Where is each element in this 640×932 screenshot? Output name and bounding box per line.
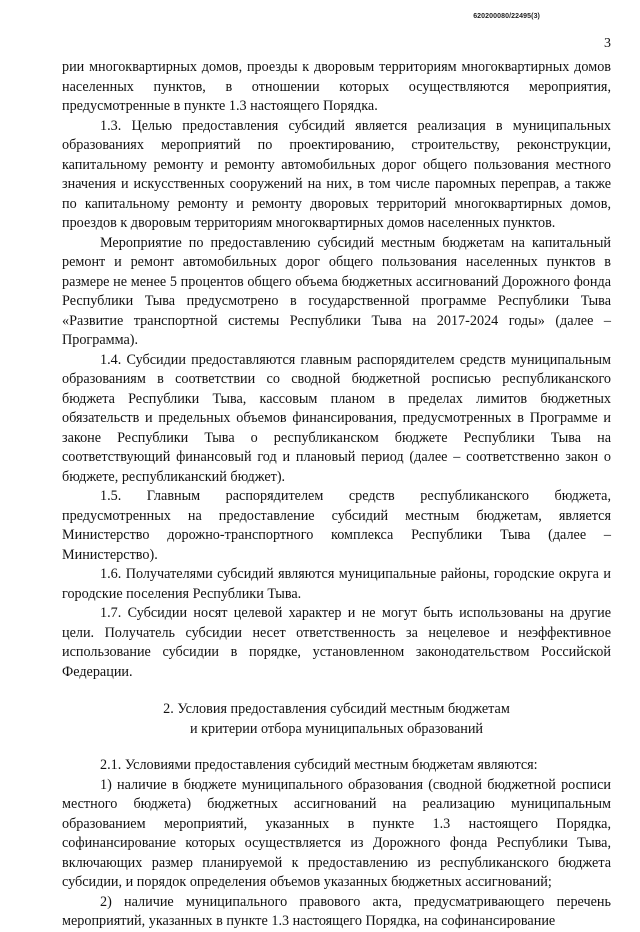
section-2-heading-line-2: и критерии отбора муниципальных образований — [189, 720, 484, 737]
document-body — [62, 58, 611, 932]
document-code: 620200080/22495(3) — [473, 13, 540, 20]
paragraph-2-1-item-2: 2) наличие муниципального правового акта, предусматривающего перечень мероприятий, указанных в пункте 1.3 настоящего Порядка, на софинансирование — [62, 893, 611, 929]
paragraph-2-1: 2.1. Условиями предоставления субсидий местным бюджетам являются: — [100, 757, 538, 773]
paragraph-1-5: 1.5. Главным распорядителем средств республиканского бюджета, предусмотренных на предоставление субсидий местным бюджетам, является Министерство дорожно-транспортного комплекса Республики Тыва (далее – Министерство). — [62, 488, 611, 563]
paragraph-program: Мероприятие по предоставлению субсидий местным бюджетам на капитальный ремонт и ремонт автомобильных дорог общего пользования населенных пунктов в размере не менее 5 процентов общего объема бюджетных ассигнований Дорожного фонда Республики Тыва предусмотрено в государственной программе Республики Тыва «Развитие транспортной системы Республики Тыва на 2017-2024 годы» (далее – Программа). — [62, 234, 611, 348]
paragraph-continuation: рии многоквартирных домов, проезды к дворовым территориям многоквартирных домов населенных пунктов, в отношении которых осуществляются мероприятия, предусмотренные в пункте 1.3 настоящего Порядка. — [62, 59, 611, 114]
page-number: 3 — [604, 36, 611, 51]
paragraph-2-1-item-1: 1) наличие в бюджете муниципального образования (сводной бюджетной росписи местного бюджета) бюджетных ассигнований на реализацию муниципальным образованием мероприятий, указанных в пункте 1.3 настоящего Порядка, софинансирование которых осуществляется из Дорожного фонда Республики Тыва, включающих размер планируемой к предоставлению из республиканского бюджета субсидии, и порядок определения объемов указанных бюджетных ассигнований; — [62, 776, 611, 890]
paragraph-1-7: 1.7. Субсидии носят целевой характер и не могут быть использованы на другие цели. Получатель субсидии несет ответственность за нецелевое и неэффективное использование субсидии в порядке, установленном законодательством Российской Федерации. — [62, 605, 611, 680]
paragraph-1-3: 1.3. Целью предоставления субсидий является реализация в муниципальных образованиях мероприятий по проектированию, строительству, реконструкции, капитальному ремонту и ремонту автомобильных дорог общего пользования местного значения и искусственных сооружений на них, в том числе паромных переправ, а также по капитальному ремонту и ремонту дворовых территорий многоквартирных домов, проездов к дворовым территориям многоквартирных домов населенных пунктов. — [62, 117, 611, 231]
section-2-heading-line-1: 2. Условия предоставления субсидий местным бюджетам — [163, 701, 510, 717]
section-2-heading — [62, 700, 611, 739]
paragraph-1-6: 1.6. Получателями субсидий являются муниципальные районы, городские округа и городские поселения Республики Тыва. — [62, 566, 611, 602]
paragraph-1-4: 1.4. Субсидии предоставляются главным распорядителем средств муниципальным образованиям в соответствии со сводной бюджетной росписью республиканского бюджета Республики Тыва, кассовым планом в пределах лимитов бюджетных обязательств и предельных объемов финансирования, предусмотренных в Программе и законе Республики Тыва о республиканском бюджете Республики Тыва на соответствующий финансовый год и плановый период (далее – соответственно закон о бюджете, республиканский бюджет). — [62, 351, 611, 485]
